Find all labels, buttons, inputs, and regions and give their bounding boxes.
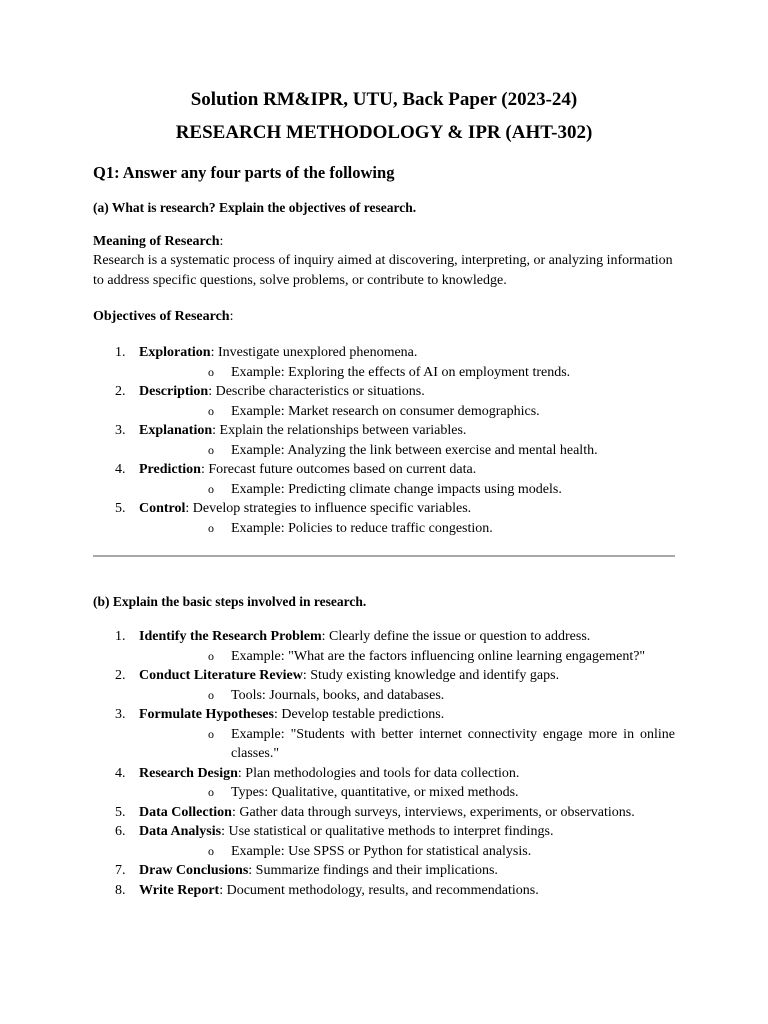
list-item-number: 3.: [115, 707, 126, 722]
sub-item-text: Example: Analyzing the link between exercise and mental health.: [231, 442, 598, 458]
sub-item: [139, 842, 675, 862]
list-item-description: : Plan methodologies and tools for data collection.: [237, 765, 520, 781]
list-item-description: : Gather data through surveys, interviews, experiments, or observations.: [231, 804, 635, 820]
list-item: [93, 627, 675, 666]
meaning-heading-label: Meaning of Research: [93, 234, 220, 249]
sub-item: [139, 519, 675, 539]
list-item-term: Exploration: [139, 345, 211, 360]
sub-item: [139, 647, 675, 667]
bullet-icon: o: [208, 726, 214, 741]
list-item-description: : Describe characteristics or situations.: [208, 384, 425, 399]
list-item: [93, 343, 675, 382]
bullet-icon: o: [208, 403, 214, 418]
list-item-description: : Document methodology, results, and recommendations.: [219, 882, 539, 898]
list-item-term: Data Collection: [139, 804, 232, 820]
meaning-paragraph: Research is a systematic process of inquiry aimed at discovering, interpreting, or analyzing information to address specific questions, solve problems, or contribute to knowledge.: [93, 253, 673, 288]
bullet-icon: o: [208, 442, 214, 457]
part-b-question: (b) Explain the basic steps involved in research.: [93, 594, 367, 609]
list-item-text: [115, 881, 675, 901]
list-item-term: Explanation: [139, 423, 213, 438]
list-item-term: Prediction: [139, 462, 201, 477]
list-item-term: Control: [139, 501, 186, 516]
list-item-number: 8.: [115, 882, 126, 898]
list-item-number: 4.: [115, 765, 126, 781]
list-item-number: 6.: [115, 824, 126, 839]
list-item-text: [115, 627, 675, 647]
sub-item-text: Example: Market research on consumer demographics.: [231, 403, 540, 419]
list-item-term: Data Analysis: [139, 824, 222, 839]
sub-item: [139, 480, 675, 500]
sub-item-text: Example: Exploring the effects of AI on employment trends.: [231, 364, 571, 380]
list-item-term: Formulate Hypotheses: [139, 707, 274, 722]
list-item-term: Conduct Literature Review: [139, 668, 303, 683]
list-item-number: 7.: [115, 863, 126, 878]
bullet-icon: o: [208, 785, 214, 799]
document-subtitle: RESEARCH METHODOLOGY & IPR (AHT-302): [175, 122, 593, 143]
bullet-icon: o: [208, 687, 214, 702]
list-item-term: Identify the Research Problem: [139, 629, 322, 644]
list-item: [93, 382, 675, 421]
list-item: [93, 803, 675, 823]
sub-item: [139, 441, 675, 461]
list-item: [93, 421, 675, 460]
steps-list: [93, 627, 675, 900]
bullet-icon: o: [208, 843, 214, 858]
list-item-description: : Investigate unexplored phenomena.: [210, 345, 418, 360]
list-item-text: [115, 343, 675, 363]
list-item-text: [115, 460, 675, 480]
list-item-number: 1.: [115, 629, 126, 644]
list-item-description: : Develop strategies to influence specific variables.: [185, 501, 472, 516]
list-item-description: : Forecast future outcomes based on current data.: [200, 462, 477, 477]
list-item: [93, 881, 675, 901]
document-title: Solution RM&IPR, UTU, Back Paper (2023-24): [190, 89, 578, 110]
sub-item-text: Example: Use SPSS or Python for statistical analysis.: [231, 843, 532, 859]
list-item-number: 5.: [115, 501, 126, 516]
list-item-term: Research Design: [139, 765, 238, 781]
sub-item-text: Example: "What are the factors influencing online learning engagement?": [231, 648, 646, 664]
list-item: [93, 861, 675, 881]
list-item-text: [115, 421, 675, 441]
meaning-heading: Meaning of Research:: [93, 234, 224, 249]
list-item: [93, 822, 675, 861]
list-item-description: : Use statistical or qualitative methods to interpret findings.: [221, 824, 554, 839]
list-item-description: : Study existing knowledge and identify gaps.: [302, 668, 560, 683]
sub-item-text: Example: Predicting climate change impacts using models.: [231, 481, 562, 497]
sub-item-text: Example: "Students with better internet connectivity engage more in online classes.": [231, 726, 675, 761]
list-item-number: 4.: [115, 462, 126, 477]
list-item: [93, 666, 675, 705]
list-item-description: : Explain the relationships between variables.: [212, 423, 467, 438]
list-item-description: : Summarize findings and their implications.: [248, 863, 498, 878]
sub-item: [139, 402, 675, 422]
bullet-icon: o: [208, 648, 214, 663]
list-item-text: [115, 764, 675, 784]
list-item-text: [115, 705, 675, 725]
list-item-number: 3.: [115, 423, 126, 438]
list-item-number: 2.: [115, 384, 126, 399]
list-item-number: 5.: [115, 804, 126, 820]
sub-item: [139, 725, 675, 764]
list-item-number: 1.: [115, 345, 126, 360]
list-item-number: 2.: [115, 668, 126, 683]
objectives-heading-label: Objectives of Research: [93, 309, 230, 324]
part-a-question: (a) What is research? Explain the objectives of research.: [93, 200, 417, 215]
list-item-term: Write Report: [139, 882, 220, 898]
bullet-icon: o: [208, 520, 214, 535]
list-item: [93, 460, 675, 499]
list-item-term: Draw Conclusions: [139, 863, 249, 878]
list-item-text: [115, 822, 675, 842]
sub-item: [139, 686, 675, 706]
list-item-term: Description: [139, 384, 209, 399]
list-item-text: [115, 861, 675, 881]
bullet-icon: o: [208, 481, 214, 496]
list-item-text: [115, 803, 675, 823]
sub-item-text: Types: Qualitative, quantitative, or mixed methods.: [231, 785, 519, 800]
list-item-description: : Develop testable predictions.: [273, 707, 445, 722]
list-item: [93, 764, 675, 803]
list-item-description: : Clearly define the issue or question to address.: [321, 629, 591, 644]
section-divider: [93, 555, 675, 557]
objectives-heading: Objectives of Research:: [93, 309, 234, 324]
sub-item-text: Example: Policies to reduce traffic congestion.: [231, 520, 493, 536]
sub-item: [139, 363, 675, 383]
list-item-text: [115, 666, 675, 686]
sub-item-text: Tools: Journals, books, and databases.: [231, 687, 445, 703]
sub-item: [139, 783, 675, 803]
list-item-text: [115, 499, 675, 519]
list-item: [93, 499, 675, 538]
objectives-list: [93, 343, 675, 538]
list-item: [93, 705, 675, 764]
question-1-heading: Q1: Answer any four parts of the following: [93, 163, 395, 182]
list-item-text: [115, 382, 675, 402]
bullet-icon: o: [208, 364, 214, 379]
